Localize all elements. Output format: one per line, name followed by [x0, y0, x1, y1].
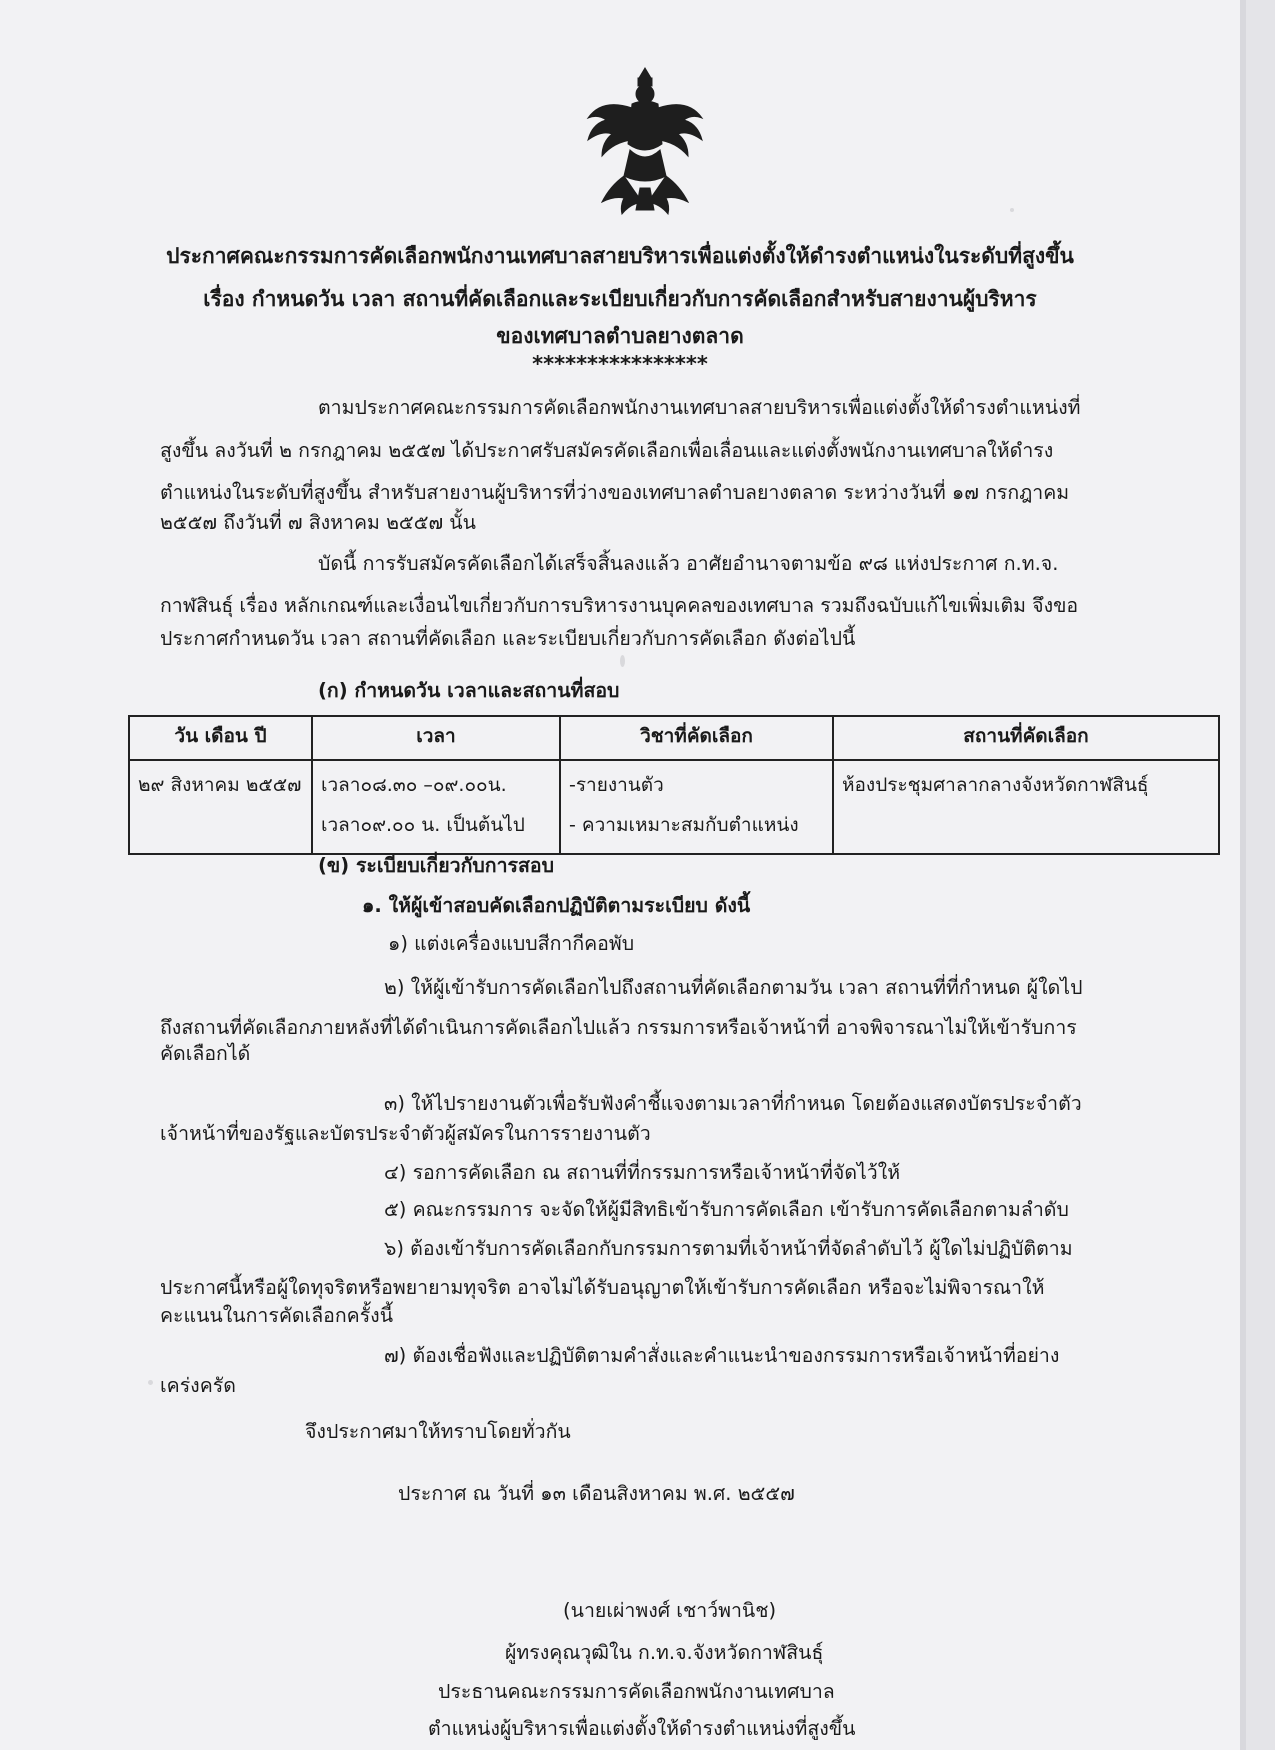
intro-p2-line-3: ประกาศกำหนดวัน เวลา สถานที่คัดเลือก และระเบียบเกี่ยวกับการคัดเลือก ดังต่อไปนี้ [160, 627, 856, 650]
cell-subject-1: -รายงานตัว [569, 774, 664, 796]
table-row [129, 760, 1219, 854]
signatory-name: (นายเผ่าพงศ์ เชาว์พานิช) [563, 1599, 777, 1622]
rule-item-6-line-2: ประกาศนี้หรือผู้ใดทุจริตหรือพยายามทุจริต อาจไม่ได้รับอนุญาตให้เข้ารับการคัดเลือก หรือจะไม่พิจารณาให้ [160, 1276, 1045, 1299]
intro-p1-line-4: ๒๕๕๗ ถึงวันที่ ๗ สิงหาคม ๒๕๕๗ นั้น [160, 511, 476, 534]
signatory-title-2: ประธานคณะกรรมการคัดเลือกพนักงานเทศบาล [438, 1680, 835, 1703]
rule-item-7-line-1: ๗) ต้องเชื่อฟังและปฏิบัติตามคำสั่งและคำแนะนำของกรรมการหรือเจ้าหน้าที่อย่าง [384, 1344, 1060, 1367]
header-cell-subject: วิชาที่คัดเลือก [560, 716, 833, 760]
scan-speck [620, 655, 625, 667]
closing-date: ประกาศ ณ วันที่ ๑๓ เดือนสิงหาคม พ.ศ. ๒๕๕๗ [398, 1482, 795, 1505]
intro-p1-line-2: สูงขึ้น ลงวันที่ ๒ กรกฎาคม ๒๕๕๗ ได้ประกาศรับสมัครคัดเลือกเพื่อเลื่อนและแต่งตั้งพนักงานเทศบาลให้ดำรง [160, 439, 1054, 462]
header-line-2: เรื่อง กำหนดวัน เวลา สถานที่คัดเลือกและระเบียบเกี่ยวกับการคัดเลือกสำหรับสายงานผู้บริหาร [203, 287, 1037, 311]
rule-item-6-line-3: คะแนนในการคัดเลือกครั้งนี้ [160, 1304, 394, 1327]
intro-p1-line-1: ตามประกาศคณะกรรมการคัดเลือกพนักงานเทศบาลสายบริหารเพื่อแต่งตั้งให้ดำรงตำแหน่งที่ [318, 396, 1081, 419]
header-line-1: ประกาศคณะกรรมการคัดเลือกพนักงานเทศบาลสายบริหารเพื่อแต่งตั้งให้ดำรงตำแหน่งในระดับที่สูงขึ้น [166, 244, 1074, 268]
garuda-emblem-icon [580, 60, 710, 220]
section-b-heading: (ข) ระเบียบเกี่ยวกับการสอบ [318, 854, 554, 877]
cell-subject [560, 760, 833, 854]
intro-p1-line-3: ตำแหน่งในระดับที่สูงขึ้น สำหรับสายงานผู้บริหารที่ว่างของเทศบาลตำบลยางตลาด ระหว่างวันที่ ๑๗ กรกฎาคม [160, 481, 1070, 504]
rule-item-6-line-1: ๖) ต้องเข้ารับการคัดเลือกกับกรรมการตามที่เจ้าหน้าที่จัดลำดับไว้ ผู้ใดไม่ปฏิบัติตาม [384, 1237, 1073, 1260]
section-b-sub: ๑. ให้ผู้เข้าสอบคัดเลือกปฏิบัติตามระเบียบ ดังนี้ [362, 894, 751, 917]
rule-item-5: ๕) คณะกรรมการ จะจัดให้ผู้มีสิทธิเข้ารับการคัดเลือก เข้ารับการคัดเลือกตามลำดับ [384, 1198, 1069, 1221]
section-a-heading: (ก) กำหนดวัน เวลาและสถานที่สอบ [318, 679, 620, 702]
closing-announce: จึงประกาศมาให้ทราบโดยทั่วกัน [305, 1420, 571, 1443]
intro-p2-line-2: กาฬสินธุ์ เรื่อง หลักเกณฑ์และเงื่อนไขเกี่ยวกับการบริหารงานบุคคลของเทศบาล รวมถึงฉบับแก้ไขเพิ่มเติม จึงขอ [160, 594, 1079, 617]
rule-item-1: ๑) แต่งเครื่องแบบสีกากีคอพับ [388, 932, 635, 955]
header-cell-date: วัน เดือน ปี [129, 716, 312, 760]
scan-speck [148, 1380, 153, 1385]
rule-item-3-line-1: ๓) ให้ไปรายงานตัวเพื่อรับฟังคำชี้แจงตามเวลาที่กำหนด โดยต้องแสดงบัตรประจำตัว [384, 1092, 1082, 1115]
cell-time [312, 760, 560, 854]
table-header-row [129, 716, 1219, 760]
header-cell-place: สถานที่คัดเลือก [833, 716, 1219, 760]
signatory-title-1: ผู้ทรงคุณวุฒิใน ก.ท.จ.จังหวัดกาฬสินธุ์ [505, 1641, 824, 1664]
cell-time-2: เวลา๐๙.๐๐ น. เป็นต้นไป [321, 814, 525, 836]
rule-item-3-line-2: เจ้าหน้าที่ของรัฐและบัตรประจำตัวผู้สมัครในการรายงานตัว [160, 1122, 651, 1145]
intro-p2-line-1: บัดนี้ การรับสมัครคัดเลือกได้เสร็จสิ้นลงแล้ว อาศัยอำนาจตามข้อ ๙๘ แห่งประกาศ ก.ท.จ. [318, 552, 1059, 575]
header-stars: **************** [532, 352, 708, 376]
cell-place: ห้องประชุมศาลากลางจังหวัดกาฬสินธุ์ [833, 760, 1219, 854]
schedule-table [128, 715, 1220, 855]
cell-time-1: เวลา๐๘.๓๐ –๐๙.๐๐น. [321, 774, 507, 796]
cell-date: ๒๙ สิงหาคม ๒๕๕๗ [129, 760, 312, 854]
rule-item-2-line-1: ๒) ให้ผู้เข้ารับการคัดเลือกไปถึงสถานที่คัดเลือกตามวัน เวลา สถานที่ที่กำหนด ผู้ใดไป [384, 976, 1083, 999]
header-line-3: ของเทศบาลตำบลยางตลาด [496, 324, 744, 348]
signatory-title-3: ตำแหน่งผู้บริหารเพื่อแต่งตั้งให้ดำรงตำแหน่งที่สูงขึ้น [428, 1717, 856, 1740]
rule-item-2-line-2: ถึงสถานที่คัดเลือกภายหลังที่ได้ดำเนินการคัดเลือกไปแล้ว กรรมการหรือเจ้าหน้าที่ อาจพิจารณาไม่ให้เข้ารับการ [160, 1016, 1077, 1039]
cell-subject-2: - ความเหมาะสมกับตำแหน่ง [569, 814, 799, 836]
rule-item-2-line-3: คัดเลือกได้ [160, 1042, 251, 1065]
scan-speck [1010, 208, 1014, 212]
rule-item-7-line-2: เคร่งครัด [160, 1374, 236, 1397]
rule-item-4: ๔) รอการคัดเลือก ณ สถานที่ที่กรรมการหรือเจ้าหน้าที่จัดไว้ให้ [384, 1161, 901, 1184]
header-cell-time: เวลา [312, 716, 560, 760]
